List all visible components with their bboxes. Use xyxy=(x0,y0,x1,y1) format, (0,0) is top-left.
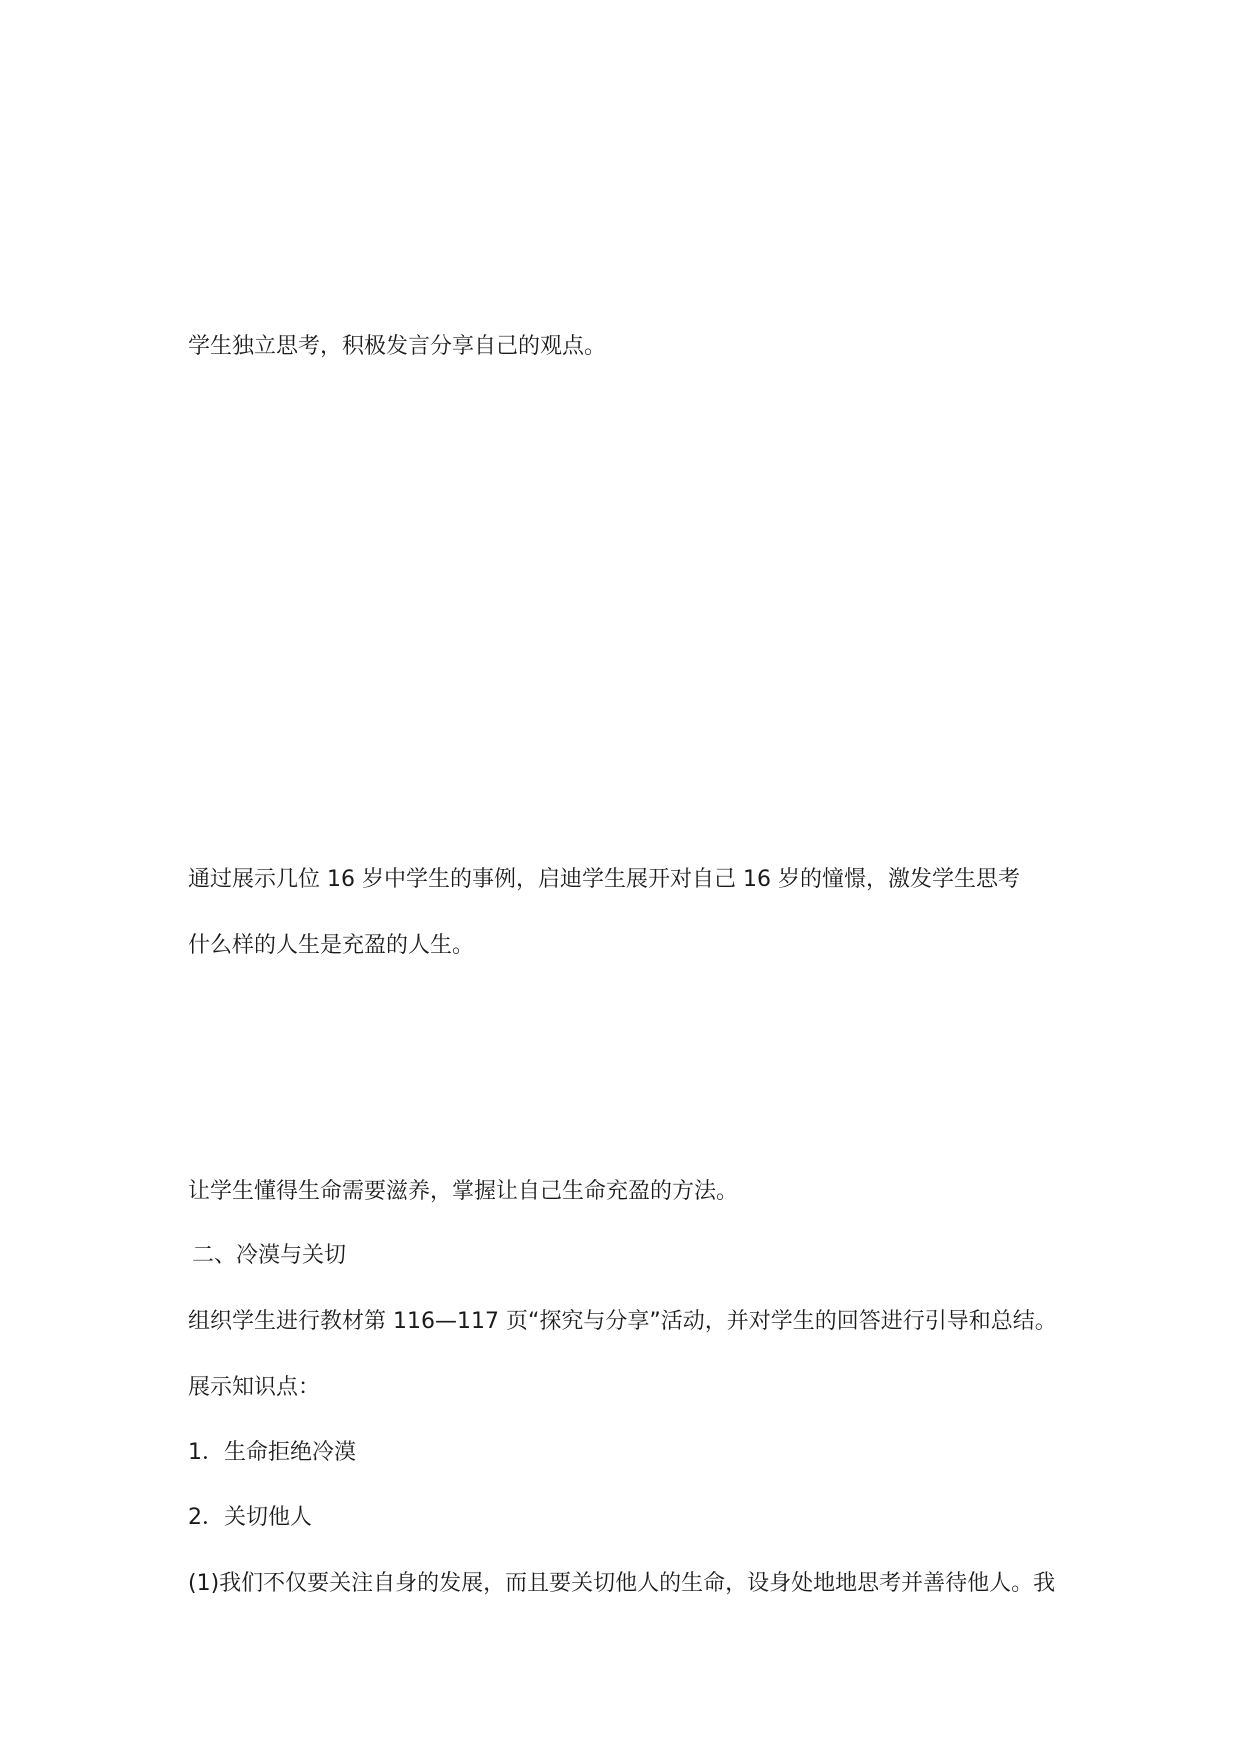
knowledge-point-2: 2．关切他人 xyxy=(188,1505,312,1530)
knowledge-point-1: 1．生命拒绝冷漠 xyxy=(188,1440,356,1465)
knowledge-subpoint-1: (1)我们不仅要关注自身的发展，而且要关切他人的生命，设身处地地思考并善待他人。我 xyxy=(188,1571,1056,1596)
paragraph-16-year-examples: 通过展示几位 16 岁中学生的事例，启迪学生展开对自己 16 岁的憧憬，激发学生思考 xyxy=(188,867,1020,892)
knowledge-points-label: 展示知识点： xyxy=(188,1375,321,1400)
paragraph-student-thinking: 学生独立思考，积极发言分享自己的观点。 xyxy=(188,334,607,359)
paragraph-fulfilling-life: 什么样的人生是充盈的人生。 xyxy=(188,933,475,958)
paragraph-textbook-activity: 组织学生进行教材第 116—117 页“探究与分享”活动，并对学生的回答进行引导和总结。 xyxy=(188,1309,1057,1334)
section-heading: 二、冷漠与关切 xyxy=(192,1243,347,1268)
paragraph-life-nourishment: 让学生懂得生命需要滋养，掌握让自己生命充盈的方法。 xyxy=(188,1179,739,1204)
